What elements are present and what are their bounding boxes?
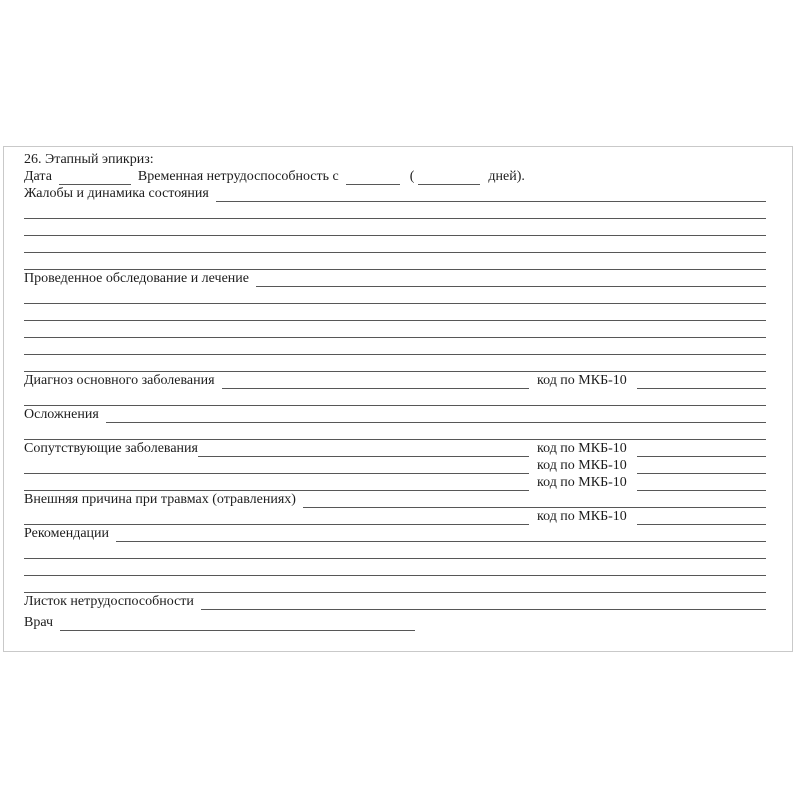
comorbidities-row-3	[24, 474, 766, 491]
comorbidity-icd10-field-3[interactable]	[637, 477, 766, 491]
doctor-label: Врач	[24, 615, 54, 630]
external-cause-label: Внешняя причина при травмах (отравлениях)	[24, 492, 296, 507]
complications-line-2[interactable]	[24, 426, 766, 440]
date-field[interactable]	[59, 171, 131, 185]
external-cause-field-2[interactable]	[24, 511, 529, 525]
complications-row	[24, 406, 766, 423]
treatment-line-5[interactable]	[24, 358, 766, 372]
complaints-row	[24, 185, 766, 202]
section-title-row	[24, 151, 766, 168]
comorbidities-left-col	[24, 460, 529, 474]
complaints-extra-row	[24, 219, 766, 236]
sick-leave-row	[24, 593, 766, 610]
recommendations-extra-row	[24, 542, 766, 559]
icd10-label: код по МКБ-10	[537, 373, 627, 388]
recommendations-line-3[interactable]	[24, 579, 766, 593]
comorbidity-field-1[interactable]	[198, 443, 529, 457]
complaints-extra-row	[24, 202, 766, 219]
comorbidities-label: Сопутствующие заболевания	[24, 441, 198, 456]
disability-from-field[interactable]	[346, 171, 400, 185]
sick-leave-label: Листок нетрудоспособности	[24, 594, 194, 609]
treatment-extra-row	[24, 321, 766, 338]
complaints-line-3[interactable]	[24, 239, 766, 253]
diagnosis-left-col	[24, 373, 529, 389]
diagnosis-line-2[interactable]	[24, 392, 766, 406]
complaints-label: Жалобы и динамика состояния	[24, 186, 209, 201]
external-cause-icd10-field[interactable]	[637, 511, 766, 525]
comorbidities-left-col	[24, 477, 529, 491]
form-sheet	[3, 146, 793, 652]
comorbidities-left-col	[24, 441, 529, 457]
complaints-extra-row	[24, 236, 766, 253]
comorbidity-icd10-field-2[interactable]	[637, 460, 766, 474]
complications-label: Осложнения	[24, 407, 99, 422]
icd10-label: код по МКБ-10	[537, 475, 627, 490]
diagnosis-extra-row	[24, 389, 766, 406]
external-cause-row	[24, 491, 766, 508]
external-cause-icd10-row	[24, 508, 766, 525]
comorbidity-field-2[interactable]	[24, 460, 529, 474]
comorbidities-row-2	[24, 457, 766, 474]
diagnosis-icd10-field[interactable]	[637, 375, 766, 389]
external-cause-field[interactable]	[303, 494, 766, 508]
recommendations-row	[24, 525, 766, 542]
complaints-field[interactable]	[216, 188, 766, 202]
section-title: 26. Этапный эпикриз:	[24, 152, 154, 167]
complaints-extra-row	[24, 253, 766, 270]
comorbidities-row	[24, 440, 766, 457]
days-label: дней).	[488, 169, 525, 184]
paren-open: (	[409, 169, 415, 184]
recommendations-line-2[interactable]	[24, 562, 766, 576]
treatment-extra-row	[24, 338, 766, 355]
complications-field[interactable]	[106, 409, 766, 423]
icd10-label: код по МКБ-10	[537, 441, 627, 456]
date-label: Дата	[24, 169, 52, 184]
diagnosis-row	[24, 372, 766, 389]
recommendations-extra-row	[24, 559, 766, 576]
comorbidity-field-3[interactable]	[24, 477, 529, 491]
complaints-line-4[interactable]	[24, 256, 766, 270]
temporary-disability-label: Временная нетрудоспособность с	[137, 169, 339, 184]
complications-extra-row	[24, 423, 766, 440]
complaints-line-2[interactable]	[24, 222, 766, 236]
doctor-field[interactable]	[60, 617, 415, 631]
doctor-row	[24, 614, 766, 631]
diagnosis-field[interactable]	[222, 375, 529, 389]
treatment-row	[24, 270, 766, 287]
treatment-extra-row	[24, 355, 766, 372]
recommendations-field[interactable]	[116, 528, 766, 542]
treatment-line-1[interactable]	[24, 290, 766, 304]
date-row	[24, 168, 766, 185]
recommendations-label: Рекомендации	[24, 526, 110, 541]
icd10-label: код по МКБ-10	[537, 509, 627, 524]
treatment-line-2[interactable]	[24, 307, 766, 321]
treatment-line-4[interactable]	[24, 341, 766, 355]
icd10-label: код по МКБ-10	[537, 458, 627, 473]
recommendations-line-1[interactable]	[24, 545, 766, 559]
external-cause-left-col	[24, 511, 529, 525]
treatment-line-3[interactable]	[24, 324, 766, 338]
sick-leave-field[interactable]	[201, 596, 766, 610]
treatment-label: Проведенное обследование и лечение	[24, 271, 249, 286]
comorbidity-icd10-field-1[interactable]	[637, 443, 766, 457]
treatment-field[interactable]	[256, 273, 766, 287]
complaints-line-1[interactable]	[24, 205, 766, 219]
disability-days-field[interactable]	[418, 171, 480, 185]
diagnosis-label: Диагноз основного заболевания	[24, 373, 215, 388]
treatment-extra-row	[24, 287, 766, 304]
recommendations-extra-row	[24, 576, 766, 593]
treatment-extra-row	[24, 304, 766, 321]
